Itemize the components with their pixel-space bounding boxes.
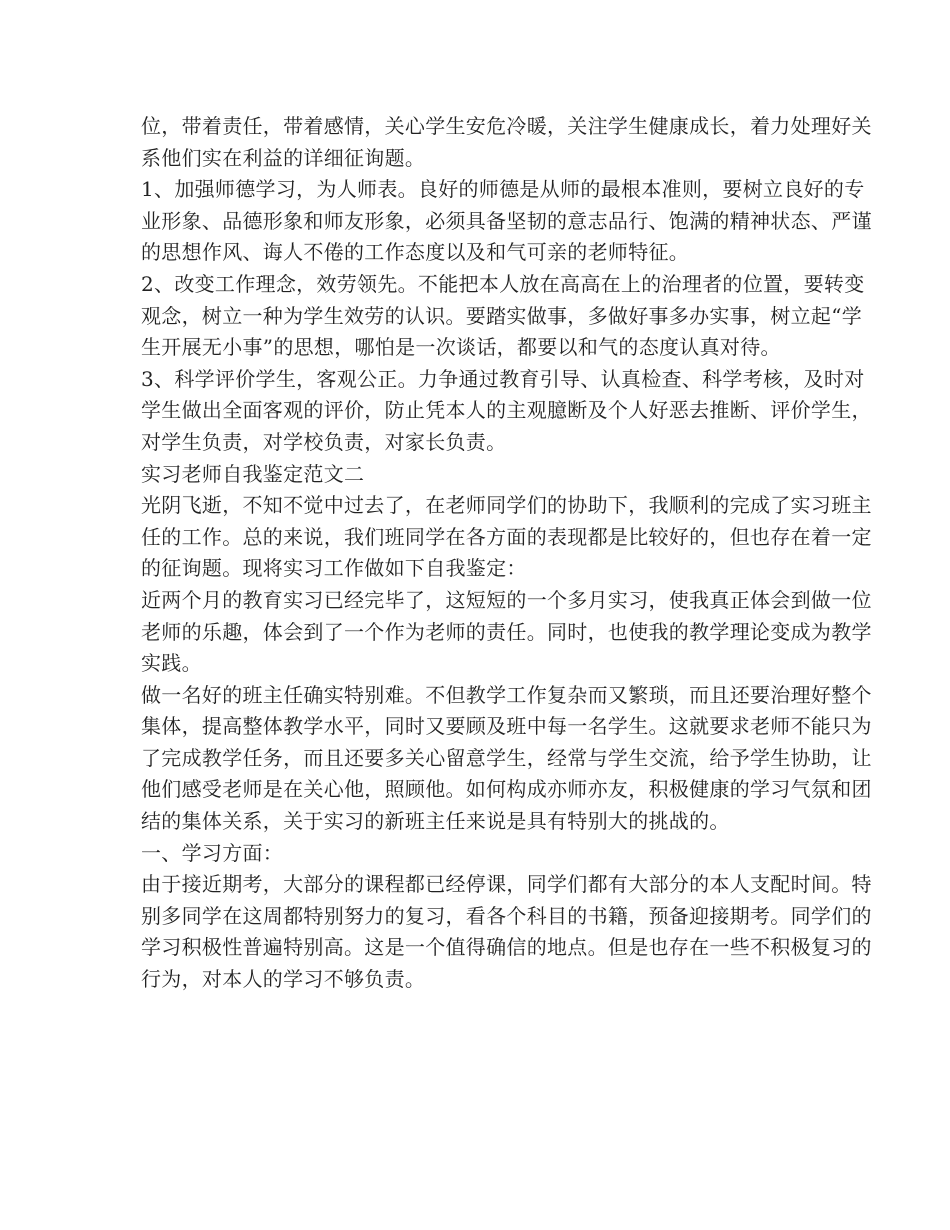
text-line: 别多同学在这周都特别努力的复习，看各个科目的书籍，预备迎接期考。同学们的 bbox=[141, 903, 872, 928]
text-line: 实习老师自我鉴定范文二 bbox=[141, 461, 365, 486]
text-line: 由于接近期考，大部分的课程都已经停课，同学们都有大部分的本人支配时间。特 bbox=[141, 872, 872, 897]
text-line: 对学生负责，对学校负责，对家长负责。 bbox=[141, 429, 507, 454]
text-line: 了完成教学任务，而且还要多关心留意学生，经常与学生交流，给予学生协助，让 bbox=[141, 745, 872, 770]
text-line: 2、改变工作理念，效劳领先。不能把本人放在高高在上的治理者的位置，要转变 bbox=[141, 271, 865, 296]
text-line: 系他们实在利益的详细征询题。 bbox=[141, 145, 426, 170]
text-line: 任的工作。总的来说，我们班同学在各方面的表现都是比较好的，但也存在着一定 bbox=[141, 524, 872, 549]
text-line: 3、科学评价学生，客观公正。力争通过教育引导、认真检查、科学考核，及时对 bbox=[141, 366, 865, 391]
text-line: 老师的乐趣，体会到了一个作为老师的责任。同时，也使我的教学理论变成为教学 bbox=[141, 619, 872, 644]
text-line: 做一名好的班主任确实特别难。不但教学工作复杂而又繁琐，而且还要治理好整个 bbox=[141, 682, 872, 707]
text-line: 近两个月的教育实习已经完毕了，这短短的一个多月实习，使我真正体会到做一位 bbox=[141, 587, 872, 612]
text-line: 行为，对本人的学习不够负责。 bbox=[141, 967, 426, 992]
text-line: 学生做出全面客观的评价，防止凭本人的主观臆断及个人好恶去推断、评价学生， bbox=[141, 398, 872, 423]
text-line: 业形象、品德形象和师友形象，必须具备坚韧的意志品行、饱满的精神状态、严谨 bbox=[141, 208, 872, 233]
text-line: 集体，提高整体教学水平，同时又要顾及班中每一名学生。这就要求老师不能只为 bbox=[141, 714, 872, 739]
text-line: 实践。 bbox=[141, 651, 202, 676]
text-line: 光阴飞逝，不知不觉中过去了，在老师同学们的协助下，我顺利的完成了实习班主 bbox=[141, 493, 872, 518]
text-line: 结的集体关系，关于实习的新班主任来说是具有特别大的挑战的。 bbox=[141, 809, 730, 834]
text-line: 的思想作风、诲人不倦的工作态度以及和气可亲的老师特征。 bbox=[141, 240, 690, 265]
text-line: 生开展无小事”的思想，哪怕是一次谈话，都要以和气的态度认真对待。 bbox=[141, 335, 781, 360]
text-line: 的征询题。现将实习工作做如下自我鉴定： bbox=[141, 556, 527, 581]
text-line: 观念，树立一种为学生效劳的认识。要踏实做事，多做好事多办实事，树立起“学 bbox=[141, 303, 863, 328]
document-body bbox=[141, 111, 872, 996]
text-line: 一、学习方面： bbox=[141, 840, 284, 865]
text-line: 学习积极性普遍特别高。这是一个值得确信的地点。但是也存在一些不积极复习的 bbox=[141, 935, 872, 960]
text-line: 他们感受老师是在关心他，照顾他。如何构成亦师亦友，积极健康的学习气氛和团 bbox=[141, 777, 872, 802]
text-line: 位，带着责任，带着感情，关心学生安危冷暖，关注学生健康成长，着力处理好关 bbox=[141, 114, 872, 138]
text-line: 1、加强师德学习，为人师表。良好的师德是从师的最根本准则，要树立良好的专 bbox=[141, 177, 865, 202]
